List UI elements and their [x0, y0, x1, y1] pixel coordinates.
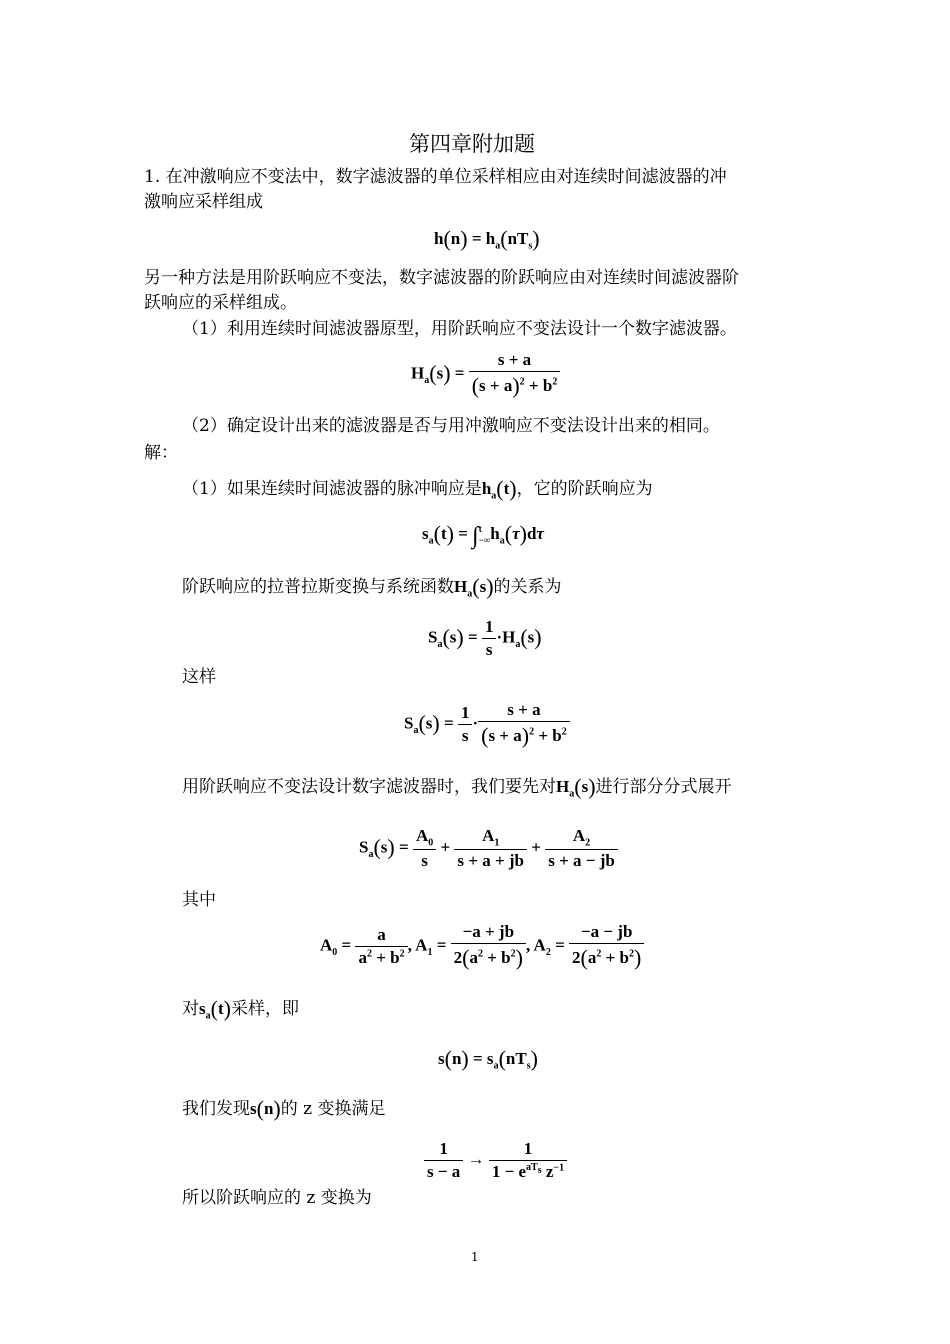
solution-step-6: 对$s_a(t)$采样，即 — [182, 996, 299, 1022]
equation-step-response: $s_a(t) = \int t$ $-\infty h_a(\tau)d\tau$ — [422, 521, 544, 549]
equation-impulse-sampling: $h(n) = h_a(nT_s)$ — [434, 226, 540, 252]
problem-line-2: 激响应采样组成 — [144, 192, 263, 212]
solution-step-1-post: ，它的阶跃响应为 — [516, 479, 653, 499]
solution-step-7-post: 的 z 变换满足 — [280, 1099, 386, 1119]
solution-step-4: 用阶跃响应不变法设计数字滤波器时，我们要先对$H_a(s)$进行部分分式展开 — [182, 774, 732, 800]
solution-step-6-post: 采样，即 — [230, 999, 299, 1019]
problem-line-3: 另一种方法是用阶跃响应不变法，数字滤波器的阶跃响应由对连续时间滤波器阶 — [144, 268, 739, 288]
page-title: 第四章附加题 — [409, 132, 535, 156]
equation-step-laplace: $S_a(s)$ = $\frac{1}{s}$ · $\frac{s + a}{(s + a)^2 + b^2}$ — [404, 700, 570, 749]
solution-step-4-pre: 用阶跃响应不变法设计数字滤波器时，我们要先对 — [182, 777, 556, 797]
solution-step-2-pre: 阶跃响应的拉普拉斯变换与系统函数 — [182, 577, 454, 597]
equation-laplace-relation: $S_a(s)$ = $\frac{1}{s}$ $\cdot H_a(s)$ — [428, 617, 542, 659]
solution-step-1-pre: （1）如果连续时间滤波器的脉冲响应是 — [182, 479, 482, 499]
solution-label: 解： — [144, 443, 178, 463]
solution-step-6-pre: 对 — [182, 999, 199, 1019]
page-number: 1 — [471, 1250, 479, 1264]
problem-line-4: 跃响应的采样组成。 — [144, 293, 297, 313]
solution-step-4-post: 进行部分分式展开 — [595, 777, 732, 797]
solution-step-2-post: 的关系为 — [493, 577, 562, 597]
solution-step-1: （1）如果连续时间滤波器的脉冲响应是$h_a(t)$，它的阶跃响应为 — [182, 476, 653, 502]
equation-prototype: $H_a(s)$ = $\frac{s + a}{(s + a)^2 + b^2}$ — [411, 350, 560, 399]
solution-step-7: 我们发现s(n)的 z 变换满足 — [182, 1096, 386, 1121]
solution-step-5: 其中 — [182, 890, 216, 910]
problem-part-2: （2）确定设计出来的滤波器是否与用冲激响应不变法设计出来的相同。 — [182, 416, 720, 436]
solution-step-8: 所以阶跃响应的 z 变换为 — [182, 1188, 372, 1208]
equation-partial-fractions: $S_a(s)$ = $\frac{A_0}{s}$ + $\frac{A_1}{s + a + jb}$ + $\frac{A_2}{s + a - jb}$ — [359, 826, 618, 871]
problem-part-1: （1）利用连续时间滤波器原型，用阶跃响应不变法设计一个数字滤波器。 — [182, 319, 737, 339]
problem-line-1: 1. 在冲激响应不变法中，数字滤波器的单位采样相应由对连续时间滤波器的冲 — [144, 167, 727, 187]
equation-step-sampling: $s(n) = s_a(nT_s)$ — [438, 1046, 538, 1072]
solution-step-2: 阶跃响应的拉普拉斯变换与系统函数$H_a(s)$的关系为 — [182, 574, 562, 600]
equation-z-transform-pair: $\frac{1}{s - a}$ → $\frac{1}{1 - e^{aT_s} z^{-1}}$ — [424, 1139, 567, 1182]
equation-coefficients: $A_0$ = $\frac{a}{a^2 + b^2}$ , $A_1$ = $\frac{-a + jb}{2(a^2 + b^2)}$ , $A_2$ = $\frac{-a - jb}{2(a^2 + b^2)}$ — [320, 922, 644, 971]
solution-step-3: 这样 — [182, 667, 216, 687]
solution-step-7-pre: 我们发现 — [182, 1099, 250, 1119]
